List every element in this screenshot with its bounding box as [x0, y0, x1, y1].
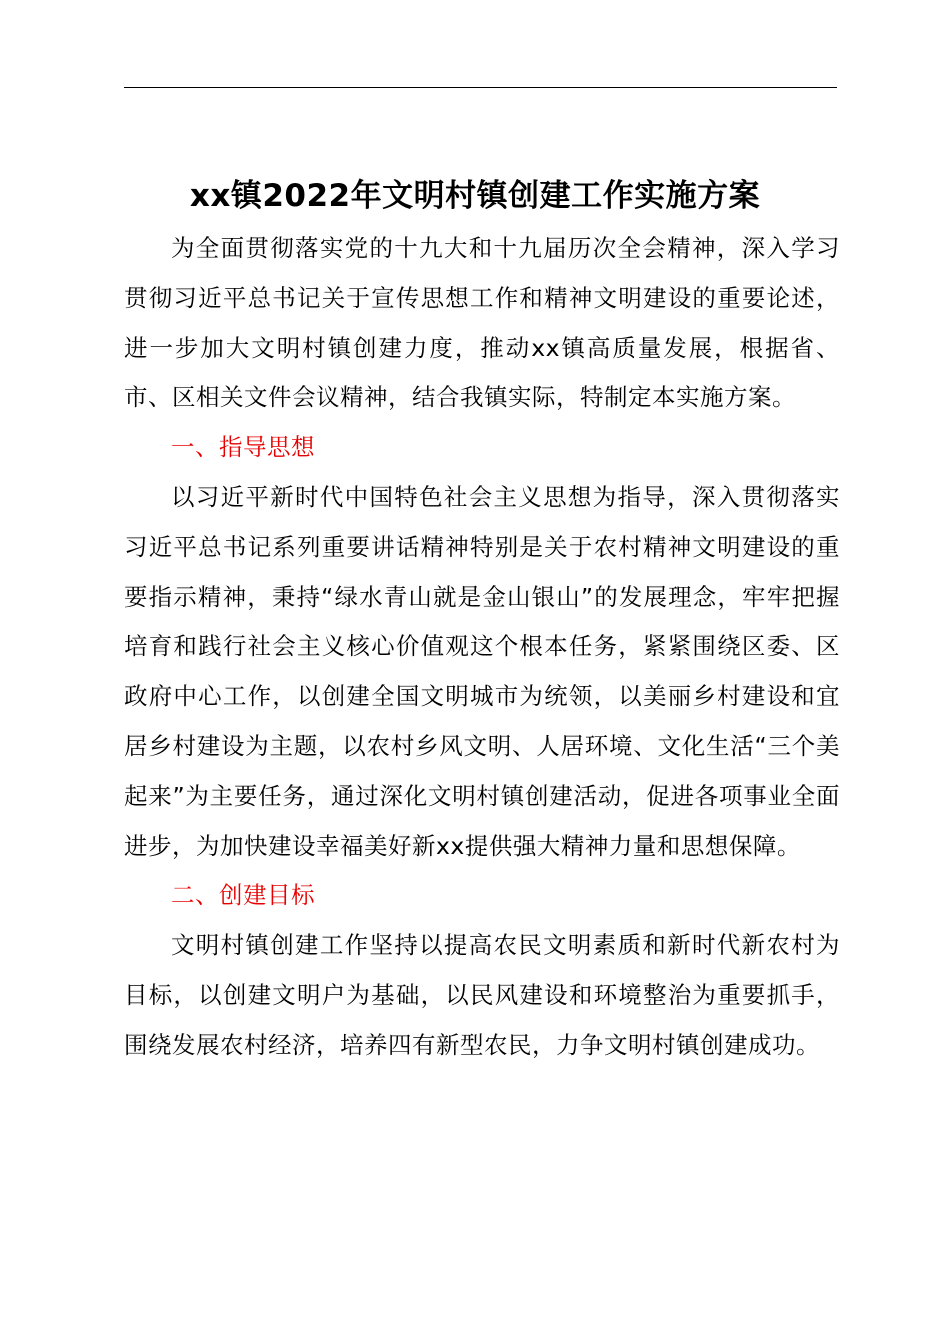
document-body — [124, 224, 840, 1071]
section-heading-guiding-ideology: 一、指导思想 — [171, 433, 315, 462]
goals-paragraph: 文明村镇创建工作坚持以提高农民文明素质和新时代新农村为目标，以创建文明户为基础，以民风建设和环境整治为重要抓手，围绕发展农村经济，培养四有新型农民，力争文明村镇创建成功。 — [124, 931, 840, 1059]
guiding-ideology-paragraph: 以习近平新时代中国特色社会主义思想为指导，深入贯彻落实习近平总书记系列重要讲话精神特别是关于农村精神文明建设的重要指示精神，秉持“绿水青山就是金山银山”的发展理念，牢牢把握培育和践行社会主义核心价值观这个根本任务，紧紧围绕区委、区政府中心工作，以创建全国文明城市为统领，以美丽乡村建设和宜居乡村建设为主题，以农村乡风文明、人居环境、文化生活“三个美起来”为主要任务，通过深化文明村镇创建活动，促进各项事业全面进步，为加快建设幸福美好新xx提供强大精神力量和思想保障。 — [124, 482, 840, 860]
section-heading-goals: 二、创建目标 — [171, 881, 315, 910]
document-title: xx镇2022年文明村镇创建工作实施方案 — [189, 177, 761, 214]
intro-paragraph: 为全面贯彻落实党的十九大和十九届历次全会精神，深入学习贯彻习近平总书记关于宣传思想工作和精神文明建设的重要论述，进一步加大文明村镇创建力度，推动xx镇高质量发展，根据省、市、区相关文件会议精神，结合我镇实际，特制定本实施方案。 — [124, 234, 840, 412]
header-rule — [124, 87, 837, 88]
